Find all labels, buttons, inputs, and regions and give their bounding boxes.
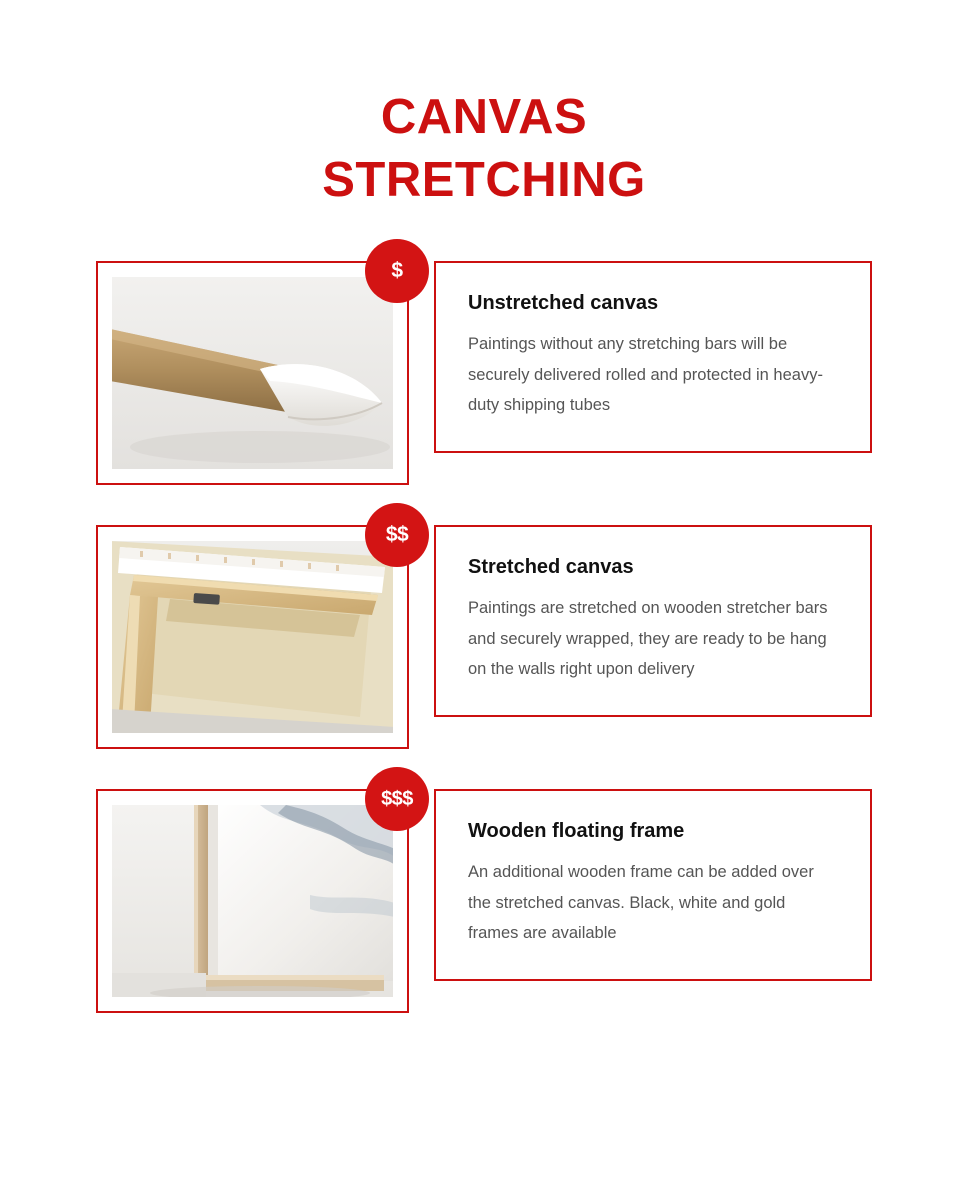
option-image-card (96, 525, 409, 749)
price-badge: $$$ (365, 767, 429, 831)
floating-frame-photo (112, 805, 393, 997)
option-description: Paintings without any stretching bars will be securely delivered rolled and protected in heavy-duty shipping tubes (468, 335, 823, 414)
page-title-line-2: STRETCHING (322, 152, 646, 207)
option-title: Unstretched canvas (468, 292, 659, 315)
list-item (96, 789, 872, 1013)
page-title (0, 0, 968, 211)
option-title: Stretched canvas (468, 556, 634, 579)
price-badge: $$ (365, 503, 429, 567)
options-list (0, 261, 968, 1013)
option-text-card (434, 789, 872, 981)
option-image-card (96, 787, 413, 1013)
page-title-line-1: CANVAS (380, 90, 588, 144)
option-text-card (434, 261, 872, 453)
rolled-canvas-photo (112, 277, 393, 469)
option-text-card (434, 525, 872, 717)
option-image-card (96, 261, 409, 485)
option-title: Wooden floating frame (468, 820, 685, 843)
stretched-canvas-photo (112, 541, 393, 733)
list-item (96, 525, 872, 749)
option-description: Paintings are stretched on wooden stretcher bars and securely wrapped, they are ready to be hang on the walls right upon delivery (468, 599, 828, 678)
list-item (96, 261, 872, 485)
option-description: An additional wooden frame can be added over the stretched canvas. Black, white and gold frames are available (468, 863, 814, 942)
price-badge: $ (365, 239, 429, 303)
